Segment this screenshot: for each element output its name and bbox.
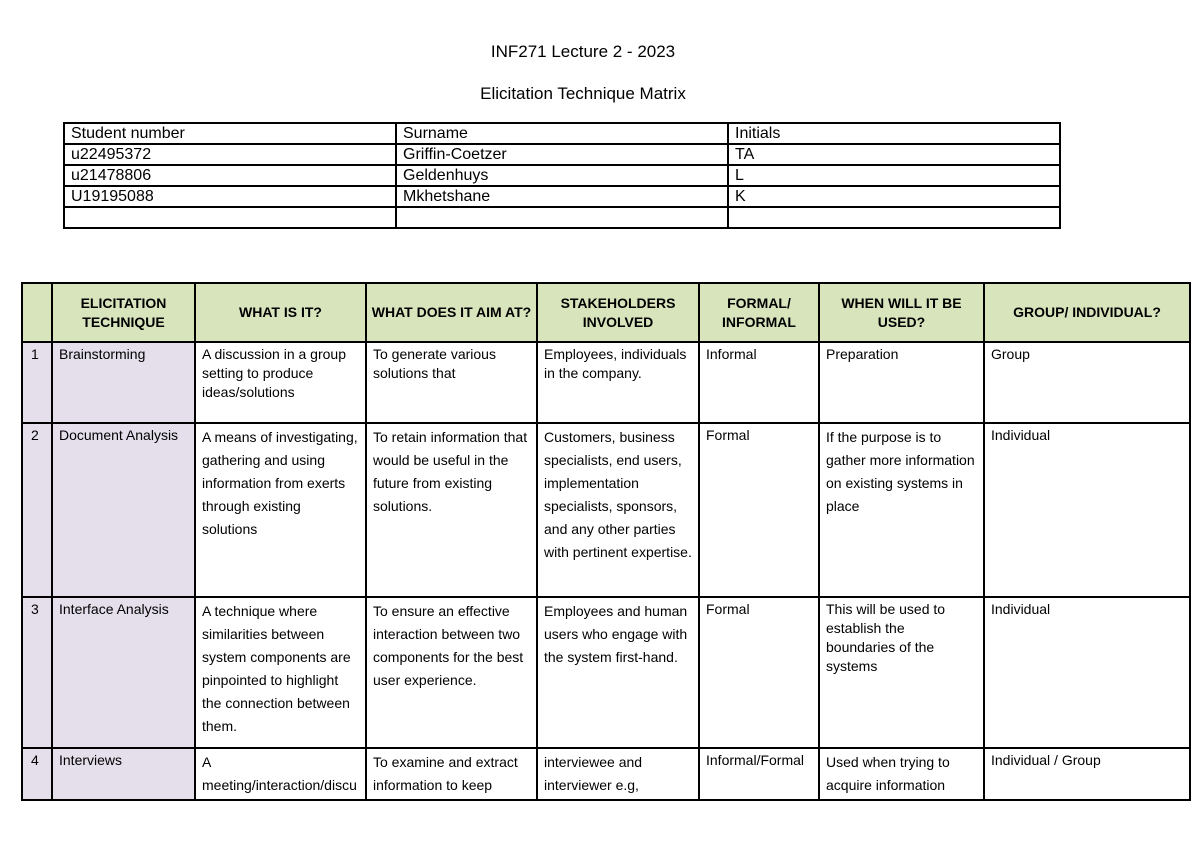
header-formal-informal: FORMAL/ INFORMAL — [699, 283, 819, 342]
group-individual-cell: Group — [984, 342, 1190, 423]
formality-cell: Informal/Formal — [699, 748, 819, 800]
stakeholders-cell: Employees, individuals in the company. — [537, 342, 699, 423]
student-surname: Griffin-Coetzer — [396, 144, 728, 165]
header-stakeholders: STAKEHOLDERS INVOLVED — [537, 283, 699, 342]
student-surname — [396, 207, 728, 228]
student-number: u22495372 — [64, 144, 396, 165]
row-number: 2 — [22, 423, 52, 597]
stakeholders-cell: interviewee and interviewer e.g, — [537, 748, 699, 800]
row-number: 4 — [22, 748, 52, 800]
technique-name: Document Analysis — [52, 423, 195, 597]
technique-name: Interviews — [52, 748, 195, 800]
row-number: 3 — [22, 597, 52, 748]
student-surname: Geldenhuys — [396, 165, 728, 186]
matrix-header-row — [22, 283, 1190, 342]
student-row — [64, 165, 1060, 186]
when-used-cell: If the purpose is to gather more information on existing systems in place — [819, 423, 984, 597]
row-number: 1 — [22, 342, 52, 423]
document-subtitle: Elicitation Technique Matrix — [480, 84, 686, 103]
technique-name: Brainstorming — [52, 342, 195, 423]
what-is-it-cell: A discussion in a group setting to produce ideas/solutions — [195, 342, 366, 423]
what-is-it-cell: A technique where similarities between system components are pinpointed to highlight the connection between them. — [195, 597, 366, 748]
student-table — [63, 122, 1061, 229]
student-initials: TA — [728, 144, 1060, 165]
student-number: u21478806 — [64, 165, 396, 186]
header-when-used: WHEN WILL IT BE USED? — [819, 283, 984, 342]
group-individual-cell: Individual — [984, 423, 1190, 597]
header-student-number: Student number — [64, 123, 396, 144]
student-row-empty — [64, 207, 1060, 228]
header-initials: Initials — [728, 123, 1060, 144]
what-is-it-cell: A means of investigating, gathering and using information from exerts through existing solutions — [195, 423, 366, 597]
student-number: U19195088 — [64, 186, 396, 207]
matrix-row — [22, 597, 1190, 748]
when-used-cell: Preparation — [819, 342, 984, 423]
stakeholders-cell: Employees and human users who engage with the system first-hand. — [537, 597, 699, 748]
student-table-header-row — [64, 123, 1060, 144]
what-is-it-cell: A meeting/interaction/discu — [195, 748, 366, 800]
header-group-individual: GROUP/ INDIVIDUAL? — [984, 283, 1190, 342]
student-number — [64, 207, 396, 228]
formality-cell: Informal — [699, 342, 819, 423]
aim-cell: To ensure an effective interaction between two components for the best user experience. — [366, 597, 537, 748]
aim-cell: To generate various solutions that — [366, 342, 537, 423]
formality-cell: Formal — [699, 423, 819, 597]
student-row — [64, 186, 1060, 207]
stakeholders-cell: Customers, business specialists, end users, implementation specialists, sponsors, and any other parties with pertinent expertise. — [537, 423, 699, 597]
student-initials: L — [728, 165, 1060, 186]
header-surname: Surname — [396, 123, 728, 144]
aim-cell: To examine and extract information to keep — [366, 748, 537, 800]
student-initials: K — [728, 186, 1060, 207]
formality-cell: Formal — [699, 597, 819, 748]
header-aim: WHAT DOES IT AIM AT? — [366, 283, 537, 342]
when-used-cell: Used when trying to acquire information — [819, 748, 984, 800]
student-initials — [728, 207, 1060, 228]
when-used-cell: This will be used to establish the boundaries of the systems — [819, 597, 984, 748]
technique-name: Interface Analysis — [52, 597, 195, 748]
aim-cell: To retain information that would be useful in the future from existing solutions. — [366, 423, 537, 597]
matrix-row — [22, 748, 1190, 800]
matrix-row — [22, 342, 1190, 423]
matrix-row — [22, 423, 1190, 597]
group-individual-cell: Individual / Group — [984, 748, 1190, 800]
student-row — [64, 144, 1060, 165]
header-number — [22, 283, 52, 342]
group-individual-cell: Individual — [984, 597, 1190, 748]
student-surname: Mkhetshane — [396, 186, 728, 207]
header-what-is-it: WHAT IS IT? — [195, 283, 366, 342]
document-title: INF271 Lecture 2 - 2023 — [490, 42, 676, 61]
header-elicitation-technique: ELICITATION TECHNIQUE — [52, 283, 195, 342]
elicitation-matrix-table — [21, 282, 1191, 801]
